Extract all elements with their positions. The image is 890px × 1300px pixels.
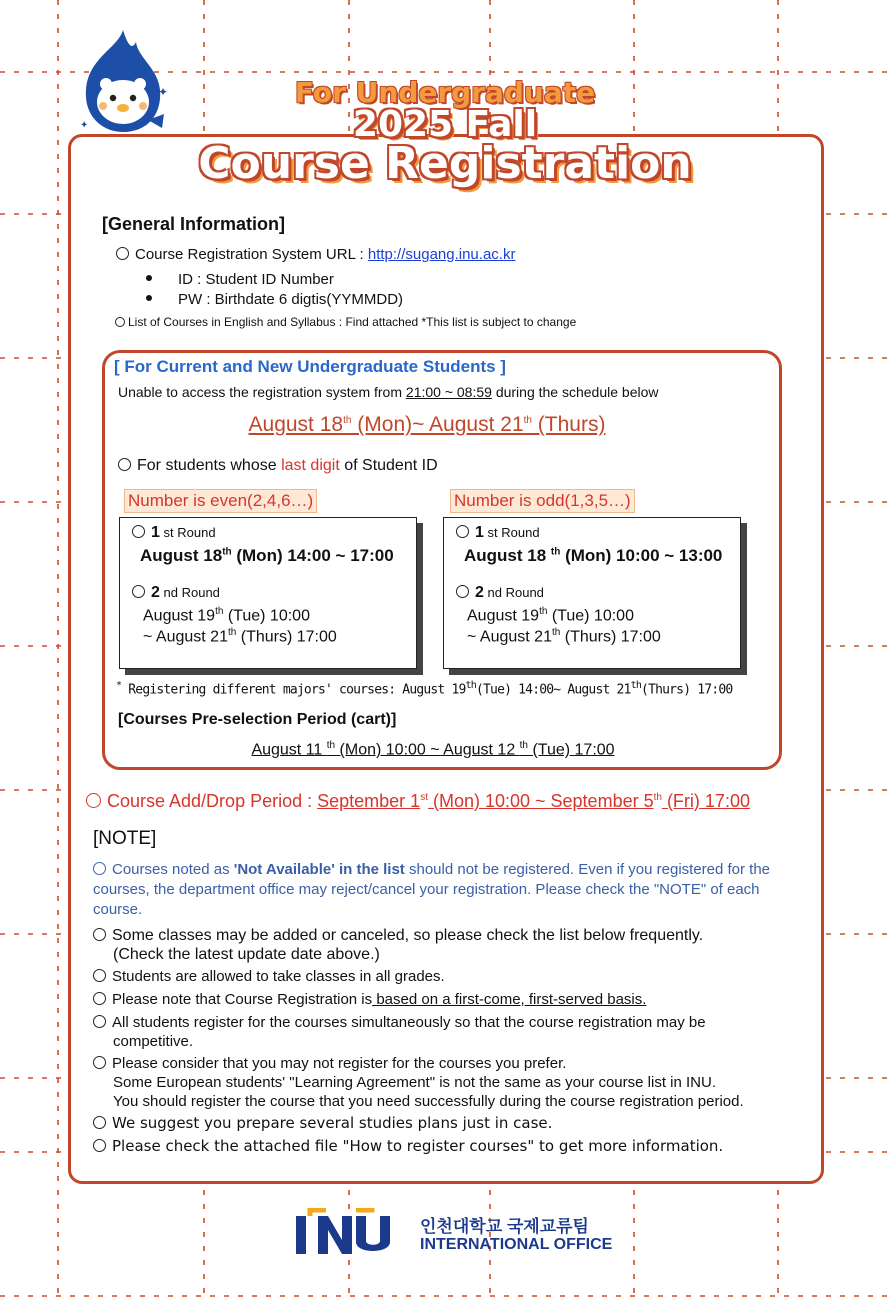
note-item5-b: Some European students' "Learning Agreement" is not the same as your course list in INU. [113,1074,716,1091]
svg-text:✦: ✦ [80,120,89,131]
dm-star: * [116,680,122,691]
odd-round1-label [456,524,540,542]
odd-round2-label [456,584,544,602]
dm-b: (Tue) 14:00~ August 21 [476,682,631,698]
note-item2: Students are allowed to take classes in all grades. [112,968,445,985]
even-r2-l2-a: ~ August 21 [143,628,228,646]
odd-r1-num: 1 [475,524,484,541]
main-date-c: (Thurs) [531,413,606,436]
list-note [115,315,576,329]
note-item5-a: Please consider that you may not register for the courses you prefer. [112,1055,567,1072]
bullet-icon [146,295,152,301]
odd-r2-l2-sup: th [551,627,561,638]
pre-b: (Mon) 10:00 ~ August 12 [335,741,520,759]
circle-icon [93,992,106,1005]
note-item5-c: You should register the course that you need successfully during the course registration period. [113,1093,744,1110]
odd-r2-l1-sup: th [539,606,548,617]
title-line1: For Undergraduate [294,76,596,109]
note-heading: [NOTE] [93,828,157,849]
even-r1-date-b: (Mon) 14:00 ~ 17:00 [231,546,394,565]
digit-pre: For students whose [137,457,282,474]
main-dates [0,413,854,437]
note-item4-b: competitive. [113,1033,194,1050]
bullet-pw [146,291,403,308]
even-round2-line1 [143,606,310,625]
circle-icon [93,1056,106,1069]
note-item-1 [93,926,813,964]
note-item3-pre: Please note that Course Registration is [112,991,373,1008]
current-heading: [ For Current and New Undergraduate Students ] [114,357,506,376]
note-item7: Please check the attached file "How to register courses" to get more information. [112,1137,724,1155]
circle-icon [93,1116,106,1129]
note-item-4 [93,1013,813,1051]
odd-r1-label-text: st Round [483,525,540,540]
bullet-icon [146,275,152,281]
list-note-text: List of Courses in English and Syllabus : Find attached *This list is subject to change [128,315,577,329]
registration-url-link[interactable]: http://sugang.inu.ac.kr [367,246,516,263]
odd-tab: Number is odd(1,3,5…) [450,489,635,513]
note-blue-post: should not be registered. Even if you registered for the courses, the department office may reject/cancel your registration. Please check the "NOTE" of each course. [93,861,771,918]
url-label: Course Registration System URL : [135,246,368,263]
circle-icon [456,585,469,598]
even-r2-num: 2 [151,584,160,601]
note-blue-paragraph [93,860,811,920]
odd-r1-date-b: (Mon) 10:00 ~ 13:00 [560,546,723,565]
add-drop-a: September 1 [317,791,421,811]
even-round1-date [140,546,394,566]
pre-sup-b: th [519,740,528,751]
unable-pre: Unable to access the registration system from [118,384,406,400]
preselect-heading: [Courses Pre-selection Period (cart)] [118,711,397,728]
pre-a: August 11 [251,741,327,759]
note-item1-b: (Check the latest update date above.) [113,946,380,963]
add-drop-sup-a: st [420,792,428,803]
bullet-id [146,271,334,288]
add-drop-b: (Mon) 10:00 ~ September 5 [427,791,654,811]
circle-icon [116,247,129,260]
main-date-a: August 18 [248,413,344,436]
digit-red: last digit [281,457,340,474]
unable-line [118,384,659,400]
svg-text:✦: ✦ [158,85,168,99]
note-item-5 [93,1054,813,1111]
dm-c: (Thurs) 17:00 [641,682,733,698]
logo-korean: 인천대학교 국제교류팀 [420,1217,589,1236]
odd-round1-date [464,546,722,566]
even-r2-l1-sup: th [215,606,224,617]
circle-icon [93,1015,106,1028]
inu-logo-icon [296,1208,412,1258]
unable-post: during the schedule below [491,384,659,400]
even-round2-label [132,584,220,602]
general-heading: [General Information] [102,214,286,234]
note-item6: We suggest you prepare several studies plans just in case. [112,1114,553,1132]
dm-a: Registering different majors' courses: August 19 [121,682,466,698]
even-schedule-box [119,517,417,669]
main-date-sup-a: th [343,415,352,426]
bullet-id-text: ID : Student ID Number [178,271,334,288]
add-drop-line [86,791,750,812]
even-r1-label-text: st Round [159,525,216,540]
circle-icon [132,525,145,538]
note-item-6 [93,1114,813,1133]
even-r1-num: 1 [151,524,160,541]
odd-r1-date-sup: th [550,546,561,558]
different-majors-line [116,680,732,697]
note-blue-pre: Courses noted as [112,861,234,878]
digit-post: of Student ID [339,457,438,474]
even-r2-l2-sup: th [227,627,237,638]
odd-r2-num: 2 [475,584,484,601]
title-line2: 2025 Fall [352,104,538,145]
note-item-2 [93,967,813,986]
note-item3-u: based on a first-come, first-served basis. [372,991,647,1008]
add-drop-c: (Fri) 17:00 [661,791,750,811]
main-date-b: (Mon)~ August 21 [351,413,524,436]
note-item-7 [93,1137,813,1156]
circle-icon [132,585,145,598]
circle-icon [118,458,131,471]
note-item-3 [93,990,813,1009]
odd-r1-date-a: August 18 [464,546,551,565]
odd-round2-line2 [467,627,661,646]
pre-sup-a: th [326,740,336,751]
main-date-sup-b: th [523,415,532,426]
title-line3: Course Registration [198,138,692,189]
circle-icon [93,1139,106,1152]
dm-sup-a: th [465,680,476,691]
even-r1-date-sup: th [222,546,232,558]
digit-line [118,457,438,475]
even-round1-label [132,524,216,542]
note-item1-a: Some classes may be added or canceled, so please check the list below frequently. [112,927,704,944]
circle-icon [115,317,125,327]
even-round2-line2 [143,627,337,646]
odd-r2-l1-a: August 19 [467,607,540,625]
odd-r2-l2-b: (Thurs) 17:00 [560,628,661,646]
logo-english: INTERNATIONAL OFFICE [420,1236,613,1253]
odd-schedule-box [443,517,741,669]
bullet-pw-text: PW : Birthdate 6 digtis(YYMMDD) [178,291,404,308]
preselect-dates [0,740,866,759]
odd-round2-line1 [467,606,634,625]
circle-icon [86,793,101,808]
odd-r2-l2-a: ~ August 21 [467,628,552,646]
even-r2-l2-b: (Thurs) 17:00 [236,628,337,646]
even-r2-l1-a: August 19 [143,607,216,625]
pre-c: (Tue) 17:00 [528,741,615,759]
url-line [116,246,515,263]
odd-r2-label-text: nd Round [483,585,544,600]
note-item4-a: All students register for the courses simultaneously so that the course registration may be [112,1014,706,1031]
add-drop-sup-b: th [653,792,662,803]
even-r2-l1-b: (Tue) 10:00 [223,607,310,625]
add-drop-label: Course Add/Drop Period : [107,791,318,811]
odd-r2-l1-b: (Tue) 10:00 [547,607,634,625]
circle-icon [93,862,106,875]
even-r1-date-a: August 18 [140,546,223,565]
circle-icon [93,928,106,941]
dm-sup-b: th [630,680,642,691]
circle-icon [93,969,106,982]
circle-icon [456,525,469,538]
even-r2-label-text: nd Round [159,585,220,600]
even-tab: Number is even(2,4,6…) [124,489,317,513]
note-blue-bold: 'Not Available' in the list [233,861,405,878]
unable-time: 21:00 ~ 08:59 [405,384,492,400]
